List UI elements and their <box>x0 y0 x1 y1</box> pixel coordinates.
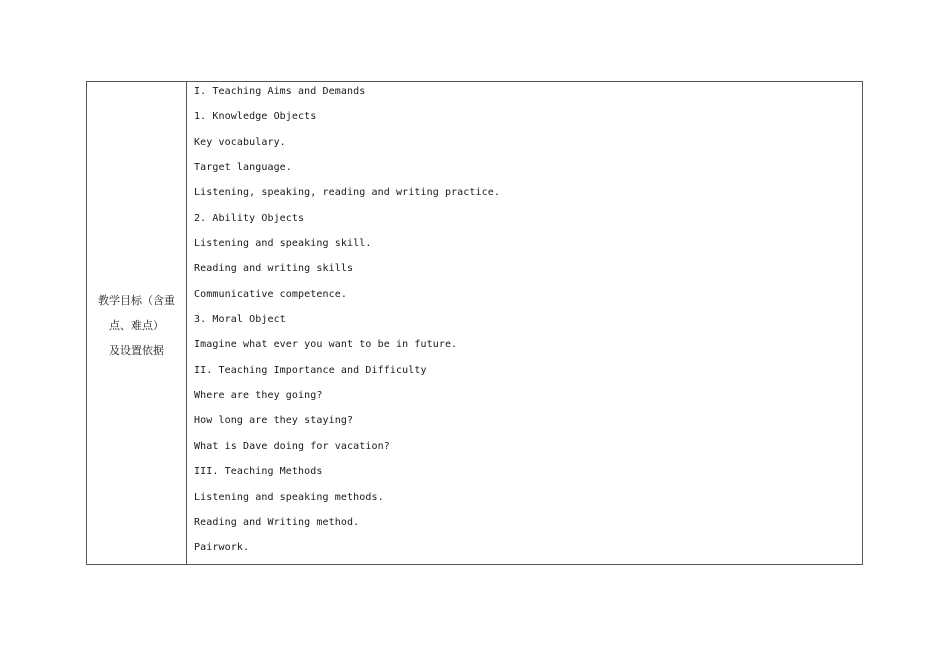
label-line-3: 及设置依据 <box>109 343 164 357</box>
subheading-knowledge: 1. Knowledge Objects <box>194 111 317 123</box>
content-line: Where are they going? <box>194 390 323 402</box>
content-line: Listening, speaking, reading and writing practice. <box>194 187 501 199</box>
content-line: Imagine what ever you want to be in future. <box>194 339 458 351</box>
content-line: Listening and speaking methods. <box>194 491 384 503</box>
label-line-1: 教学目标（含重 <box>98 293 175 307</box>
content-line: Listening and speaking skill. <box>194 238 372 250</box>
objectives-content-cell <box>187 82 862 564</box>
content-line: How long are they staying? <box>194 415 354 427</box>
section-heading-methods: III. Teaching Methods <box>194 466 323 478</box>
objectives-label-cell <box>87 82 187 564</box>
section-heading-importance: II. Teaching Importance and Difficulty <box>194 364 427 376</box>
content-line: Reading and Writing method. <box>194 516 360 528</box>
subheading-moral: 3. Moral Object <box>194 314 286 326</box>
content-line: Communicative competence. <box>194 288 348 300</box>
content-line: What is Dave doing for vacation? <box>194 440 390 452</box>
content-line: Pairwork. <box>194 542 250 554</box>
content-line: Target language. <box>194 162 292 174</box>
content-line: Reading and writing skills <box>194 263 354 275</box>
section-heading-aims: I. Teaching Aims and Demands <box>194 86 366 97</box>
subheading-ability: 2. Ability Objects <box>194 212 305 224</box>
content-line: Key vocabulary. <box>194 136 286 148</box>
label-line-2: 点、难点） <box>109 318 164 332</box>
lesson-plan-table <box>86 81 863 565</box>
